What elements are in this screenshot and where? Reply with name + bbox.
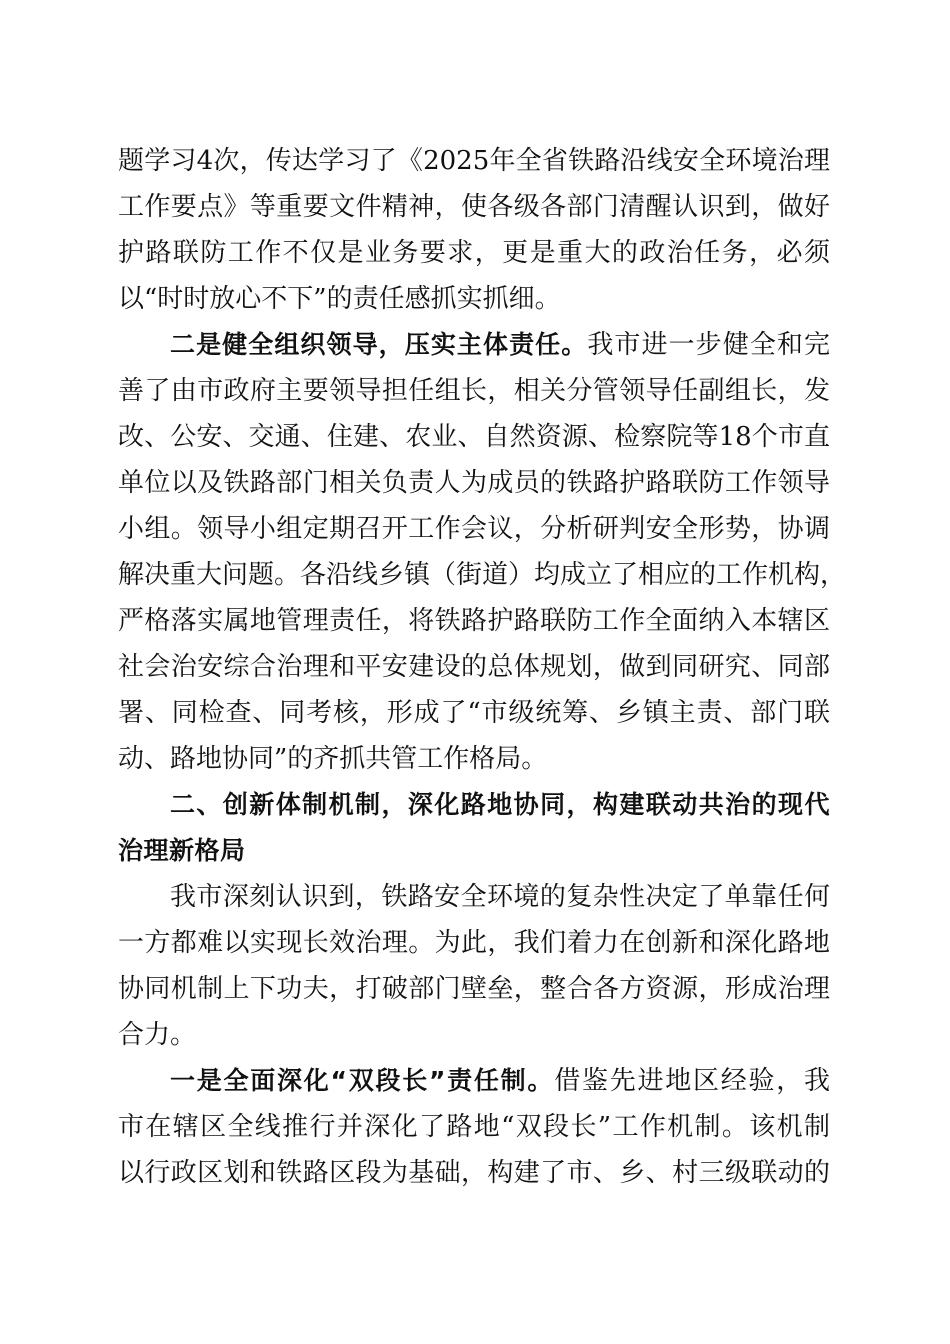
section-heading-continued: 治理新格局 xyxy=(118,836,246,865)
body-text-line: 市在辖区全线推行并深化了路地“双段长”工作机制。该机制 xyxy=(118,1112,830,1142)
paragraph-first-line xyxy=(170,1061,830,1101)
body-text-line: 小组。领导小组定期召开工作会议，分析研判安全形势，协调 xyxy=(118,514,830,544)
body-text-line: 严格落实属地管理责任，将铁路护路联防工作全面纳入本辖区 xyxy=(118,606,830,636)
body-text-line: 解决重大问题。各沿线乡镇（街道）均成立了相应的工作机构， xyxy=(118,560,847,590)
body-text-line: 题学习4次，传达学习了《2025年全省铁路沿线安全环境治理 xyxy=(118,146,830,176)
body-text-line: 以行政区划和铁路区段为基础，构建了市、乡、村三级联动的 xyxy=(118,1158,830,1188)
section-heading: 二、创新体制机制，深化路地协同，构建联动共治的现代 xyxy=(170,790,830,819)
body-text-line: 以“时时放心不下”的责任感抓实抓细。 xyxy=(118,284,561,314)
body-text-line: 单位以及铁路部门相关负责人为成员的铁路护路联防工作领导 xyxy=(118,468,830,498)
body-text-line: 一方都难以实现长效治理。为此，我们着力在创新和深化路地 xyxy=(118,928,830,958)
body-text-line: 社会治安综合治理和平安建设的总体规划，做到同研究、同部 xyxy=(118,652,830,682)
paragraph-lead-phrase: 二是健全组织领导，压实主体责任。 xyxy=(170,330,588,359)
body-text-line: 工作要点》等重要文件精神，使各级各部门清醒认识到，做好 xyxy=(118,192,830,222)
paragraph-first-line xyxy=(170,325,830,365)
body-text-line: 护路联防工作不仅是业务要求，更是重大的政治任务，必须 xyxy=(118,238,830,268)
body-text-line: 署、同检查、同考核，形成了“市级统筹、乡镇主责、部门联 xyxy=(118,698,830,728)
body-text-line: 动、路地协同”的齐抓共管工作格局。 xyxy=(118,744,548,774)
body-text-line: 改、公安、交通、住建、农业、自然资源、检察院等18个市直 xyxy=(118,422,830,452)
body-text-line: 合力。 xyxy=(118,1020,197,1050)
paragraph-lead-phrase: 一是全面深化“双段长”责任制。 xyxy=(170,1066,555,1095)
body-text-segment: 借鉴先进地区经验，我 xyxy=(554,1066,830,1096)
body-text-line: 善了由市政府主要领导担任组长，相关分管领导任副组长，发 xyxy=(118,376,830,406)
body-text-line: 协同机制上下功夫，打破部门壁垒，整合各方资源，形成治理 xyxy=(118,974,830,1004)
body-text-line: 我市深刻认识到，铁路安全环境的复杂性决定了单靠任何 xyxy=(170,882,830,912)
body-text-segment: 我市进一步健全和完 xyxy=(587,330,830,360)
